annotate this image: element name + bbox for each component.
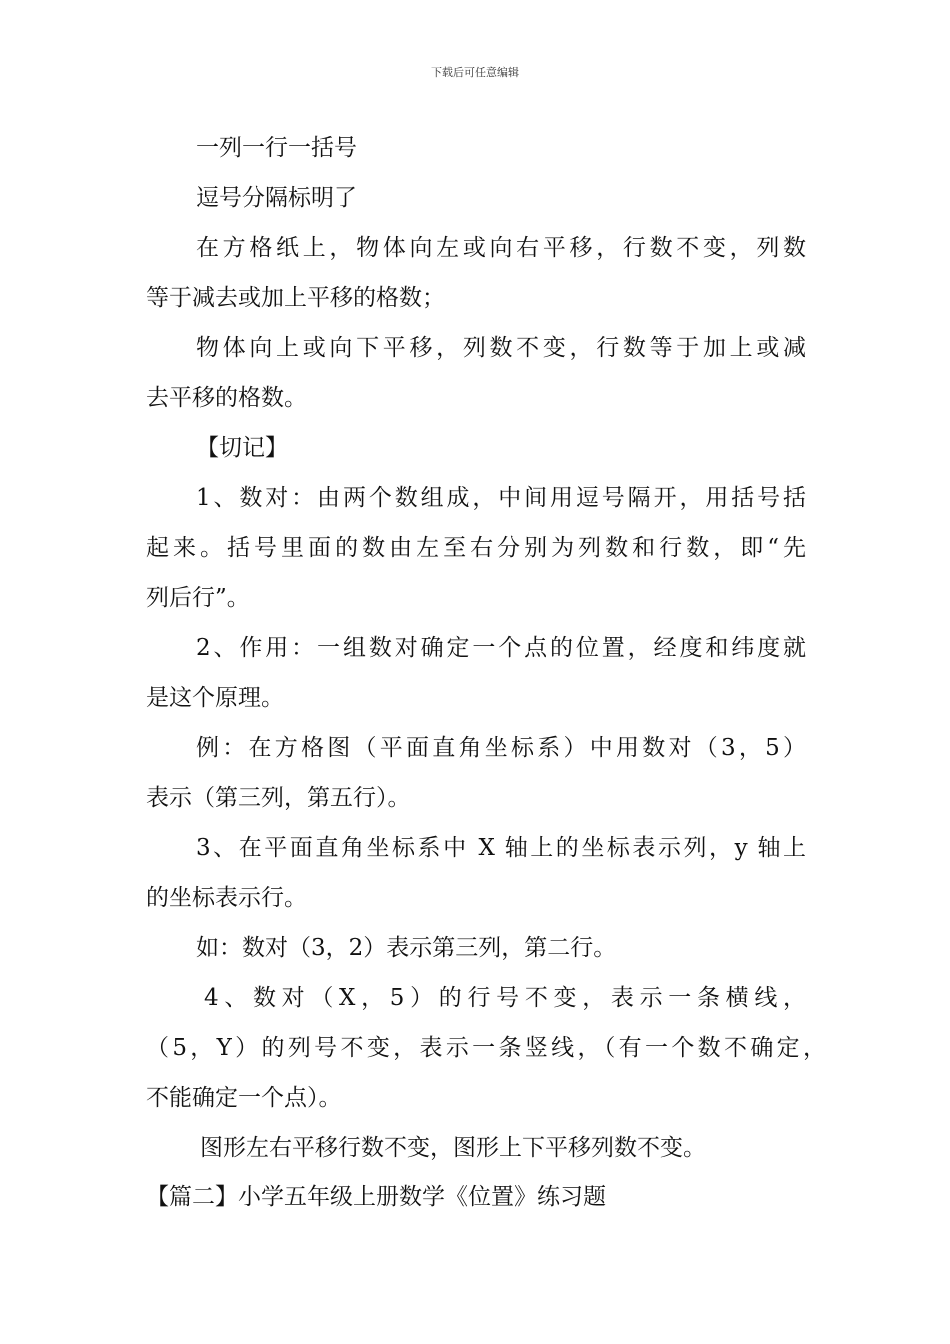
point-3-line-2: 的坐标表示行。 <box>146 885 307 911</box>
point-4-line-3: 不能确定一个点）。 <box>146 1085 342 1111</box>
summary-line: 图形左右平移行数不变，图形上下平移列数不变。 <box>200 1135 706 1161</box>
point-3-example: 如：数对（3，2）表示第三列，第二行。 <box>196 935 617 961</box>
point-1-line-1: 1、数对：由两个数组成，中间用逗号隔开，用括号括 <box>196 485 806 511</box>
example-line-1: 例：在方格图（平面直角坐标系）中用数对（3，5） <box>196 735 806 761</box>
page-header: 下载后可任意编辑 <box>431 66 519 79</box>
point-3-line-1: 3、在平面直角坐标系中 X 轴上的坐标表示列，y 轴上 <box>196 835 806 861</box>
section-heading-part-two: 【篇二】小学五年级上册数学《位置》练习题 <box>146 1184 606 1210</box>
point-2-line-2: 是这个原理。 <box>146 685 284 711</box>
point-4-line-1: 4、数对（X，5）的行号不变，表示一条横线， <box>204 985 806 1011</box>
example-line-2: 表示（第三列，第五行）。 <box>146 785 411 811</box>
point-1-line-3: 列后行”。 <box>146 585 250 611</box>
point-4-line-2: （5，Y）的列号不变，表示一条竖线，（有一个数不确定， <box>146 1035 826 1061</box>
point-1-line-2: 起来。括号里面的数由左至右分别为列数和行数，即“先 <box>146 535 806 561</box>
paragraph-horizontal-shift-line-2: 等于减去或加上平移的格数； <box>146 285 445 311</box>
paragraph-vertical-shift-line-1: 物体向上或向下平移，列数不变，行数等于加上或减 <box>196 335 806 361</box>
paragraph-vertical-shift-line-2: 去平移的格数。 <box>146 385 307 411</box>
rhyme-line-1: 一列一行一括号 <box>196 135 357 161</box>
remember-heading: 【切记】 <box>196 435 288 461</box>
rhyme-line-2: 逗号分隔标明了 <box>196 185 357 211</box>
paragraph-horizontal-shift-line-1: 在方格纸上，物体向左或向右平移，行数不变，列数 <box>196 235 806 261</box>
point-2-line-1: 2、作用：一组数对确定一个点的位置，经度和纬度就 <box>196 635 806 661</box>
